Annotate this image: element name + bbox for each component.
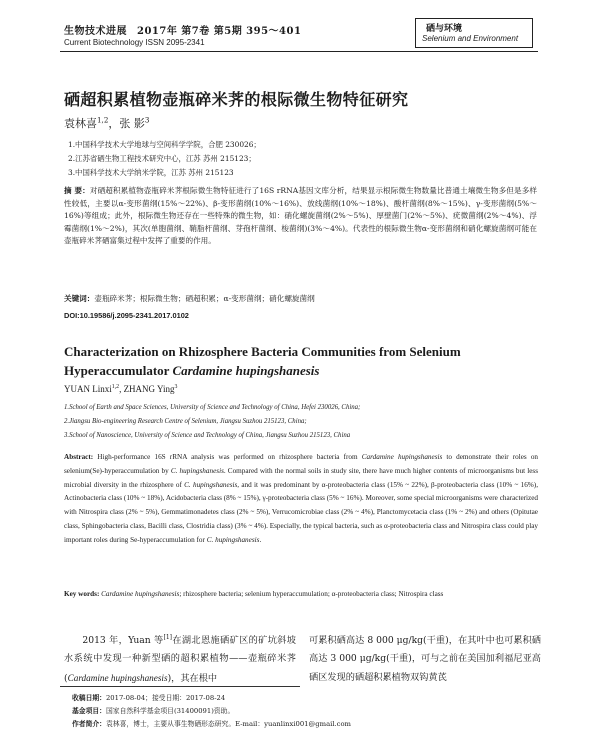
keywords-label-en: Key words: xyxy=(64,590,100,598)
author-name: YUAN Linxi xyxy=(64,384,112,394)
author-separator: ， xyxy=(108,117,120,130)
header-rule xyxy=(60,51,538,52)
author-name: ZHANG Ying xyxy=(123,384,175,394)
keywords-text-zh: 壶瓶碎米荠；根际微生物；硒超积累；α-变形菌纲；硝化螺旋菌纲 xyxy=(94,294,315,303)
species-name: Cardamine hupingshanesis xyxy=(361,453,443,461)
keyword-species: Cardamine hupingshanesis xyxy=(101,590,180,598)
keywords-label-zh: 关键词： xyxy=(64,294,95,303)
citation-ref: [1] xyxy=(163,633,172,641)
affiliation-en: 2.Jiangsu Bio-engineering Research Centre of Selenium, Jiangsu Suzhou 215123, China; xyxy=(64,418,307,425)
keywords-text-en: ; rhizosphere bacteria; selenium hyperaccumulation; α-proteobacteria class; Nitrospira class xyxy=(179,590,444,598)
journal-header-zh xyxy=(64,22,301,37)
abstract-label-en: Abstract: xyxy=(64,453,94,461)
abstract-text-en: High-performance 16S rRNA analysis was performed on rhizosphere bacteria from xyxy=(97,453,362,461)
footnote-label: 作者简介： xyxy=(72,720,106,728)
authors-zh xyxy=(64,115,149,131)
author-affil-mark: 3 xyxy=(144,115,150,125)
title-en-line1: Characterization on Rhizosphere Bacteria Communities from Selenium xyxy=(64,344,461,359)
abstract-en xyxy=(64,451,538,548)
authors-en xyxy=(64,384,177,394)
species-name: C. hupingshanesis xyxy=(206,535,260,544)
affiliation-zh: 2.江苏省硒生物工程技术研究中心，江苏 苏州 215123； xyxy=(68,154,256,163)
journal-header-en: Current Biotechnology ISSN 2095-2341 xyxy=(64,38,205,47)
author-affil-mark: 3 xyxy=(174,384,178,390)
footnote-text: 国家自然科学基金项目(31400091)资助。 xyxy=(105,707,235,715)
body-column-right: 可累积硒高达 8 000 μg/kg(干重)，在其叶中也可累积硒高达 3 000 μg/kg(干重)，可与之前在美国加利福尼亚高硒区发现的硒超积累植物双钩黄芪 xyxy=(309,635,541,683)
species-name: Cardamine hupingshanesis xyxy=(67,672,168,683)
species-name: C. hupingshanesis xyxy=(170,466,224,475)
title-en-line2-text: Hyperaccumulator xyxy=(64,363,173,378)
footnote-label: 收稿日期： xyxy=(72,694,106,702)
affiliation-en: 3.School of Nanoscience, University of Science and Technology of China, Jiangsu Suzhou 215123, China xyxy=(64,432,351,439)
footnote-funding xyxy=(72,705,234,715)
footnote-text: 2017-08-04；接受日期：2017-08-24 xyxy=(105,694,226,702)
title-en-species: Cardamine hupingshanesis xyxy=(172,363,320,378)
abstract-text-en: to demonstrate their roles on selenium(Se)-hyperaccumulation by xyxy=(64,453,539,475)
footnote-rule xyxy=(60,686,300,687)
author-affil-mark: 1,2 xyxy=(111,384,120,390)
body-column-left xyxy=(64,632,296,688)
author-name: 袁林喜 xyxy=(64,117,97,130)
species-name: C. hupingshanesis xyxy=(184,480,238,489)
footnote-text: 袁林喜，博士，主要从事生物硒形态研究。E-mail：yuanlinxi001@gmail.com xyxy=(105,720,352,728)
paper-title-en xyxy=(64,342,544,380)
section-name-en: Selenium and Environment xyxy=(422,34,519,43)
abstract-zh xyxy=(64,185,537,248)
body-text: 2013 年，Yuan 等 xyxy=(82,635,164,646)
abstract-text-zh: 对硒超积累植物壶瓶碎米荠根际微生物特征进行了16S rRNA基因文库分析，结果显示根际微生物数量比普通土壤微生物多但是多样性较低，主要以α-变形菌纲(15%～22%)、β-变形菌纲(10%～16%)、放线菌纲(10%～18%)、酸杆菌纲(8%～15%)、γ-变形菌纲(5%～16%)等组成；此外，根际微生物还存在一些特殊的微生物，如：硝化螺旋菌纲(2%～5%)、厚壁菌门(2%～5%)、疣微菌纲(2%～4%)、浮霉菌纲(1%～2%)，其次(单胞菌纲、鞘脂杆菌纲、芽孢杆菌纲、梭菌纲)(3%～4%)。代表性的根际微生物α-变形菌纲和硝化螺旋菌纲可能在壶瓶碎米荠硒富集过程中发挥了重要的作用。 xyxy=(64,186,537,245)
keywords-zh xyxy=(64,293,315,304)
author-affil-mark: 1,2 xyxy=(97,115,109,125)
body-text: )，其在根中 xyxy=(167,672,218,684)
abstract-text-en: , and it was predominant by α-proteobacteria class (15% ~ 22%), β-proteobacteria class (10% ~ 16%), Actinobacteria class (10% ~ 18%), Acidobacteria class (8% ~ 15%), γ-proteobacteria class (5% ~ 16%). Moreover, some special microorganisms were characterized with Nitrospira class (2% ~ 5%), Gemmatimonadetes class (2% ~ 5%), Verrucomicrobiae class (2% ~ 4%), Planctomycetacia class (1% ~ 2%) and others (Opitutae class, Sphingobacteria class, Bacilli class, Clostridia class) (3% ~ 4%). Especially, the typical bacteria, such as α-proteobacteria class and Nitrospira class could play important roles during Se-hyperaccumulation for xyxy=(64,480,538,544)
body-text: 在湖北恩施硒矿区的矿坑斜坡水系统中发现一种新型硒的超积累植物——壶瓶碎米荠( xyxy=(64,635,296,684)
section-badge xyxy=(415,18,533,48)
footnote-author-bio xyxy=(72,718,351,728)
abstract-text-en: . Compared with the normal soils in study site, there have much higher contents of microorganisms but less microbial diversity in the rhizosphere of xyxy=(64,466,538,489)
paper-title-zh: 硒超积累植物壶瓶碎米荠的根际微生物特征研究 xyxy=(64,90,409,109)
journal-name-zh: 生物技术进展 xyxy=(64,26,127,37)
author-separator: , xyxy=(119,384,124,394)
journal-issue-zh: 2017年 第7卷 第5期 395～401 xyxy=(136,26,302,37)
author-name: 张 影 xyxy=(119,117,145,130)
footnote-received xyxy=(72,692,225,702)
doi: DOI:10.19586/j.2095-2341.2017.0102 xyxy=(64,311,189,320)
footnote-label: 基金项目： xyxy=(72,707,106,715)
affiliation-zh: 3.中国科学技术大学纳米学院，江苏 苏州 215123 xyxy=(68,168,234,177)
keywords-en xyxy=(64,588,538,601)
title-en-line2 xyxy=(64,361,544,380)
affiliation-en: 1.School of Earth and Space Sciences, University of Science and Technology of China, Hefei 230026, China; xyxy=(64,404,361,411)
affiliation-zh: 1.中国科学技术大学地球与空间科学学院，合肥 230026； xyxy=(68,140,261,149)
section-name-zh: 硒与环境 xyxy=(426,24,463,34)
abstract-text-en: . xyxy=(259,535,262,544)
abstract-label-zh: 摘 要： xyxy=(64,186,90,195)
